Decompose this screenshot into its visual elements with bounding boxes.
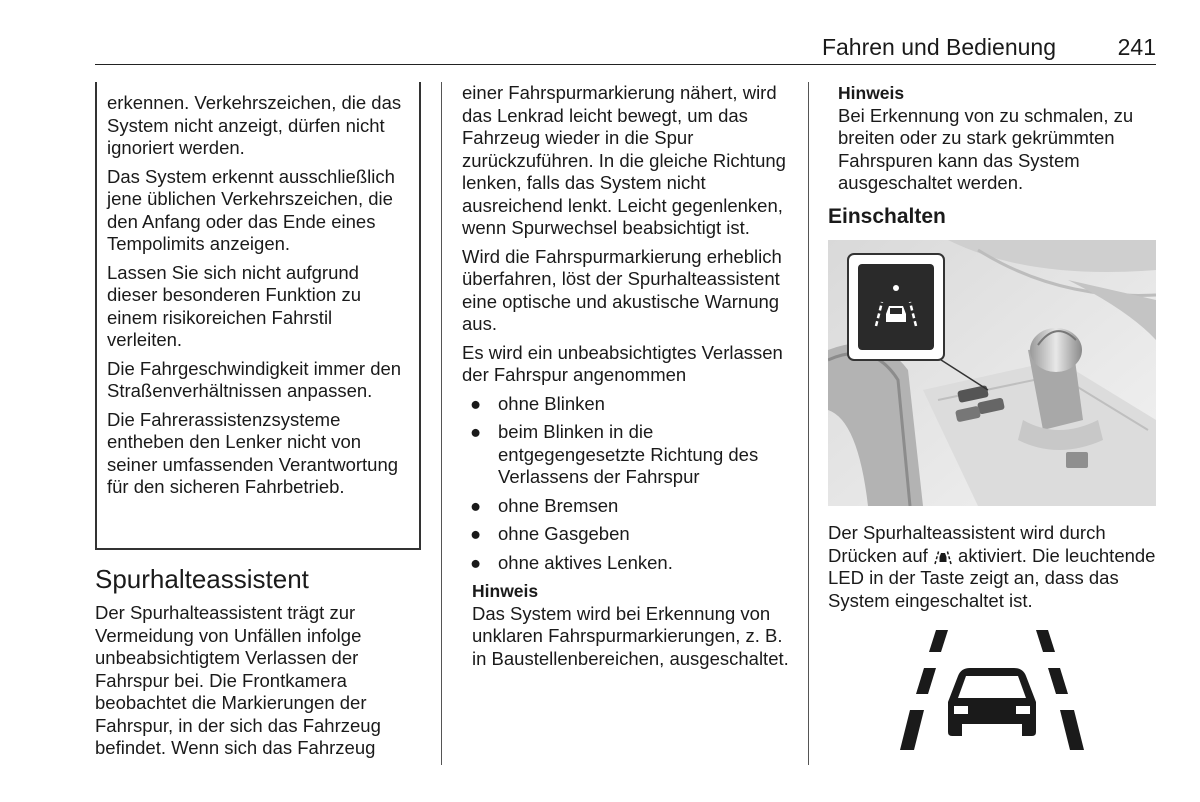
warning-paragraph: Die Fahrerassistenzsysteme entheben den Lenker nicht von seiner umfassenden Verantwortung für den sicheren Fahrbetrieb. (107, 408, 399, 497)
list-item: ● ohne Blinken (470, 392, 605, 414)
note-text: Das System wird bei Erkennung von unklaren Fahrspurmarkierungen, z. B. in Baustellenbereichen, ausgeschaltet. (472, 602, 789, 669)
note-title: Hinweis (472, 581, 539, 601)
note-block (462, 580, 792, 670)
section-title: Fahren und Bedienung (821, 34, 1056, 60)
column-divider-1 (441, 82, 442, 765)
warning-paragraph: Die Fahrgeschwindigkeit immer den Straßenverhältnissen anpassen. (107, 357, 402, 401)
right-note (838, 82, 1156, 195)
lane-assist-symbol-figure (828, 624, 1156, 754)
subsection-heading: Einschalten (828, 205, 946, 228)
list-item: ● beim Blinken in die entgegengesetzte Richtung des Verlassens der Fahrspur (470, 421, 759, 487)
lane-keep-assist-icon (933, 547, 953, 565)
list-item: ● ohne Bremsen (470, 494, 619, 516)
warning-paragraph: erkennen. Verkehrszeichen, die das System nicht anzeigt, dürfen nicht ignoriert werden. (107, 92, 402, 158)
lane-keep-assist-icon (828, 624, 1156, 754)
console-illustration (828, 240, 1156, 506)
list-item: ● ohne Gasgeben (470, 523, 630, 544)
paragraph: Wird die Fahrspurmarkierung erheblich überfahren, löst der Spurhalteassistent eine optische und akustische Warnung aus. (462, 245, 782, 334)
middle-column (462, 82, 792, 670)
intro-paragraph: Der Spurhalteassistent trägt zur Vermeidung von Unfällen infolge unbeabsichtigtem Verlassen der Fahrspur bei. Die Frontkamera beobachtet die Markierungen der Fahrspur, in der sich das Fahrzeug befindet. Wenn sich das Fahrzeug (95, 602, 381, 758)
bullet-icon: ● (470, 523, 482, 544)
bullet-icon: ● (470, 551, 482, 573)
paragraph: einer Fahrspurmarkierung nähert, wird das Lenkrad leicht bewegt, um das Fahrzeug wieder in die Spur zurückzuführen. In die gleiche Richtung lenken, falls das System nicht ausreichend lenkt. Leicht gegenlenken, wenn Spurwechsel beabsichtigt ist. (462, 82, 786, 238)
condition-list (462, 393, 792, 575)
note-title: Hinweis (838, 83, 905, 103)
section-heading: Spurhalteassistent (95, 564, 309, 594)
note-text: Bei Erkennung von zu schmalen, zu breiten oder zu stark gekrümmten Fahrspuren kann das System ausgeschaltet werden. (838, 104, 1134, 193)
bullet-icon: ● (470, 494, 482, 516)
intro-text (95, 602, 415, 766)
list-item: ● ohne aktives Lenken. (470, 551, 673, 573)
console-photo (828, 240, 1156, 506)
page-header (95, 34, 1156, 65)
activation-text: Der Spurhalteassistent wird durch Drücken auf aktiviert. Die leuchtende LED in der Taste zeigt an, dass das System eingeschaltet ist. (828, 522, 1156, 611)
column-divider-2 (808, 82, 809, 765)
bullet-icon: ● (470, 421, 482, 442)
paragraph: Es wird ein unbeabsichtigtes Verlassen der Fahrspur angenommen (462, 341, 783, 385)
warning-box (95, 82, 421, 550)
warning-paragraph: Das System erkennt ausschließlich jene üblichen Verkehrszeichen, die den Anfang oder das Ende eines Tempolimits anzeigen. (107, 165, 395, 254)
warning-paragraph: Lassen Sie sich nicht aufgrund dieser besonderen Funktion zu einem risikoreichen Fahrstil verleiten. (107, 261, 362, 350)
bullet-icon: ● (470, 392, 482, 414)
page-number: 241 (1117, 34, 1156, 60)
